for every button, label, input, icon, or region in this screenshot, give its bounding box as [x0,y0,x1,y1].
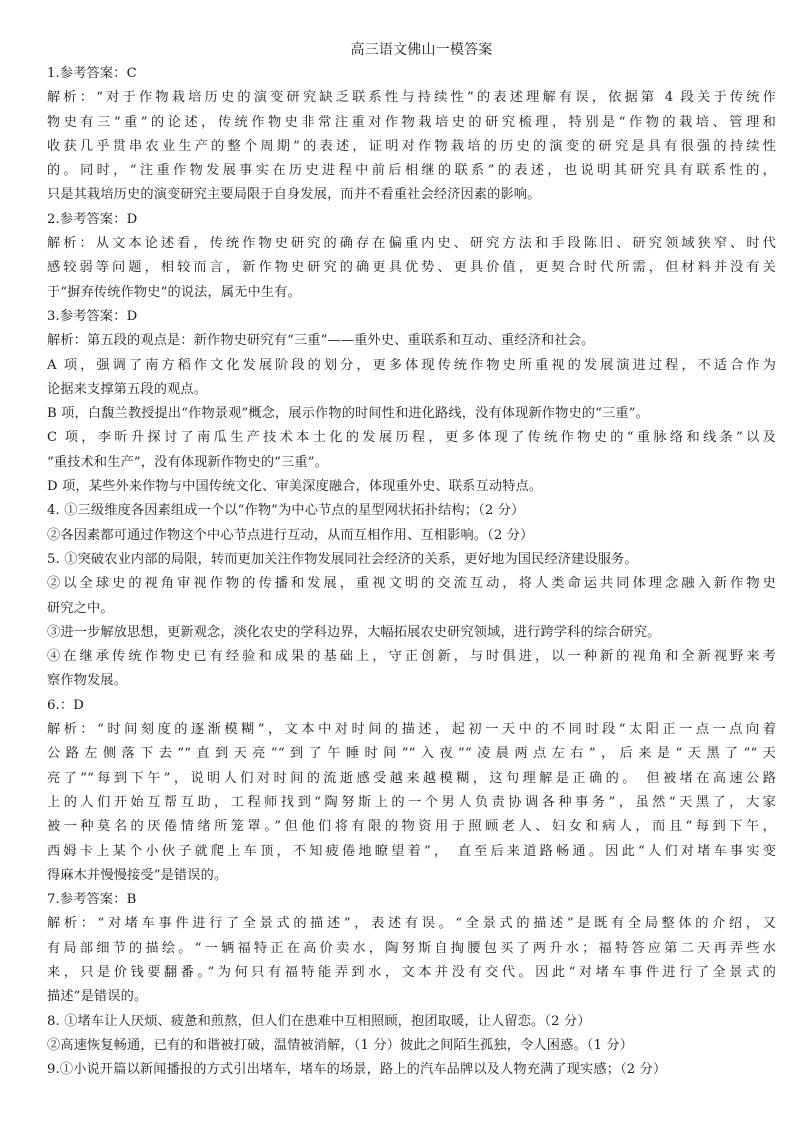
answer-1-analysis-line: 只是其栽培历史的演变研究主要局限于自身发展，而并不看重社会经济因素的影响。 [47,187,541,203]
answer-4-point: ②各因素都可通过作物这个中心节点进行互动，从而互相作用、互相影响。（2 分） [47,527,534,543]
answer-5-point: 5. ①突破农业内部的局限，转而更加关注作物发展同社会经济的关系，更好地为国民经济建设服务。 [47,551,638,567]
answer-1-analysis-line: 物史有三“重”的论述，传统作物史非常注重对作物栽培史的研究梳理，特别是“作物的栽培、管理和 [47,114,776,130]
answer-2-analysis-line: 于“摒弃传统作物史”的说法，属无中生有。 [47,284,301,300]
answer-6-analysis-line: 公路左侧落下去”“直到天亮”“到了午睡时间”“入夜”“凌晨两点左右”，后来是“天黑了”“天 [47,746,776,762]
answer-6-analysis-line: 得麻木并慢慢接受”是错误的。 [47,867,228,883]
answer-3-analysis-line: 解析：第五段的观点是：新作物史研究有“三重”——重外史、重联系和互动、重经济和社会。 [47,333,595,349]
answer-2-analysis-line: 解析：从文本论述看，传统作物史研究的确存在偏重内史、研究方法和手段陈旧、研究领域狭窄、时代 [47,236,776,252]
answer-3-option-c: C 项，李昕升探讨了南瓜生产技术本土化的发展历程，更多体现了传统作物史的“重脉络和线条”以及 [47,430,776,446]
answer-3-option-a: A 项，强调了南方稻作文化发展阶段的划分，更多体现传统作物史所重视的发展演进过程，不适合作为 [47,357,776,373]
answer-5-point: ④在继承传统作物史已有经验和成果的基础上，守正创新，与时俱进，以一种新的视角和全新视野来考 [47,649,776,665]
answer-6-analysis-line: 解析：“时间刻度的逐渐模糊”，文本中对时间的描述，起初一天中的不同时段“太阳正一点一点向着 [47,722,776,738]
answer-8-point: 8. ①堵车让人厌烦、疲惫和煎熬，但人们在患难中互相照顾，抱团取暖，让人留恋。（2 分） [47,1013,591,1029]
answer-3-option-c: “重技术和生产”，没有体现新作物史的“三重”。 [47,454,328,470]
answer-8-point: ②高速恢复畅通，已有的和谐被打破，温情被消解，（1 分）彼此之间陌生孤独，令人困惑。（1 分） [47,1037,634,1053]
answer-7-analysis-line: 有局部细节的描绘。“一辆福特正在高价卖水，陶努斯自掏腰包买了两升水；福特答应第二天再弄些水 [47,940,776,956]
answer-1-header: 1.参考答案：C [47,66,137,81]
answer-3-option-b: B 项，白馥兰教授提出“作物景观”概念，展示作物的时间性和进化路线，没有体现新作物史的“三重”。 [47,406,649,422]
answer-7-analysis-line: 解析：“对堵车事件进行了全景式的描述”，表述有误。“全景式的描述”是既有全局整体的介绍，又 [47,916,776,932]
answer-1-analysis-line: 解析：“对于作物栽培历史的演变研究缺乏联系性与持续性”的表述理解有误，依据第 4 段关于传统作 [47,90,776,106]
answer-6-analysis-line: 上的人们开始互帮互助，工程师找到“陶努斯上的一个男人负责协调各种事务”，虽然“天黑了，大家 [47,794,776,810]
answer-7-analysis-line: 来，只是价钱要翻番。”为何只有福特能弄到水，文本并没有交代。因此“对堵车事件进行了全景式的 [47,964,776,980]
answer-5-point: 研究之中。 [47,600,114,616]
answer-6-analysis-line: 亮了”“每到下午”，说明人们对时间的流逝感受越来越模糊，这句理解是正确的。 但被堵在高速公路 [47,770,776,786]
answer-5-point: ②以全球史的视角审视作物的传播和发展，重视文明的交流互动，将人类命运共同体理念融入新作物史 [47,576,776,592]
answer-5-point: 察作物发展。 [47,673,128,689]
answer-4-point: 4. ①三级维度各因素组成一个以“作物”为中心节点的星型网状拓扑结构；（2 分） [47,503,525,519]
answer-6-analysis-line: 西姆卡上某个小伙子就爬上车顶，不知疲倦地瞭望着”， 直至后来道路畅通。因此“人们对堵车事实变 [47,843,776,859]
answer-2-header: 2.参考答案：D [47,211,138,227]
answer-3-option-d: D 项，某些外来作物与中国传统文化、审美深度融合，体现重外史、联系互动特点。 [47,479,543,495]
answer-5-point: ③进一步解放思想，更新观念，淡化农史的学科边界，大幅拓展农史研究领域，进行跨学科的综合研究。 [47,624,661,640]
answer-7-header: 7.参考答案：B [47,892,137,908]
page-title: 高三语文佛山一模答案 [350,42,493,58]
answer-7-analysis-line: 描述”是错误的。 [47,989,148,1005]
answer-6-header: 6.：D [47,697,84,713]
answer-3-option-a: 论据来支撑第五段的观点。 [47,381,208,397]
answer-2-analysis-line: 感较弱等问题，相较而言，新作物史研究的确更具优势、更具价值，更契合时代所需，但材料并没有关 [47,260,776,276]
answer-1-analysis-line: 收获几乎贯串农业生产的整个周期”的表述，证明对作物栽培的历史的演变的研究是具有很强的持续性 [47,138,776,154]
answer-3-header: 3.参考答案：D [47,308,138,324]
answer-1-analysis-line: 的。同时，“注重作物发展事实在历史进程中前后相继的联系”的表述，也说明其研究具有联系性的， [47,163,776,179]
answer-6-analysis-line: 被一种莫名的厌倦情绪所笼罩。”但他们将有限的物资用于照顾老人、妇女和病人，而且“每到下午， [47,819,776,835]
answer-9-point: 9.①小说开篇以新闻播报的方式引出堵车，堵车的场景，路上的汽车品牌以及人物充满了现实感；（2 分） [47,1062,667,1078]
